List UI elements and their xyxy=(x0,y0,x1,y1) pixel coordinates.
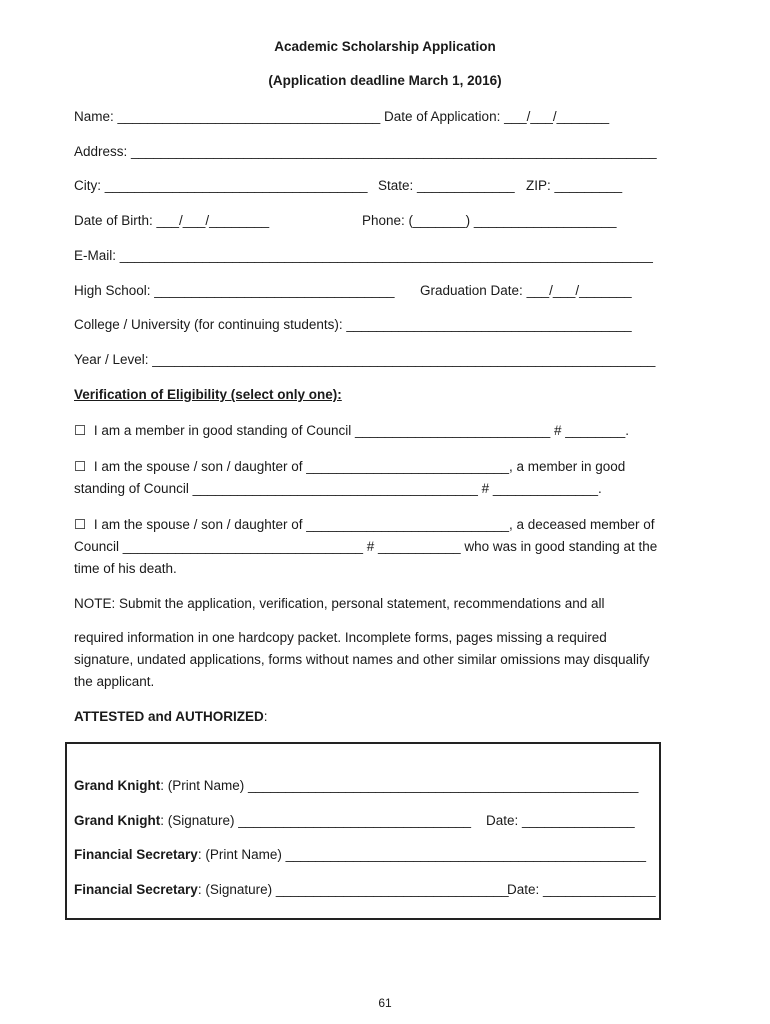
state-field[interactable]: State: _____________ xyxy=(378,178,515,193)
date-of-birth-field[interactable]: Date of Birth: ___/___/________ xyxy=(74,213,270,228)
option-relative-deceased-text-2: Council ________________________________ # ___________ who was in good standing at the xyxy=(74,539,658,554)
note-line-1: NOTE: Submit the application, verification, personal statement, recommendations and all xyxy=(74,596,605,611)
grand-knight-date-field[interactable]: Date: _______________ xyxy=(486,813,635,828)
deadline-subtitle: (Application deadline March 1, 2016) xyxy=(268,73,502,88)
checkbox-icon[interactable]: ☐ xyxy=(74,423,87,438)
note-line-4: the applicant. xyxy=(74,674,155,689)
grand-knight-label: Grand Knight xyxy=(74,813,161,828)
address-field[interactable]: Address: ______________________________________________________________________ xyxy=(74,144,657,159)
note-line-3: signature, undated applications, forms without names and other similar omissions may disqualify xyxy=(74,652,650,667)
option-member-text: I am a member in good standing of Council __________________________ # ________. xyxy=(93,423,630,438)
zip-field[interactable]: ZIP: _________ xyxy=(526,178,623,193)
eligibility-option-relative-member xyxy=(74,458,625,476)
option-relative-member-text: I am the spouse / son / daughter of ___________________________, a member in good xyxy=(93,459,626,474)
college-field[interactable]: College / University (for continuing students): ______________________________________ xyxy=(74,317,632,332)
phone-field[interactable]: Phone: (_______) ___________________ xyxy=(362,213,617,228)
financial-secretary-date-field[interactable]: Date: _______________ xyxy=(507,882,656,897)
grand-knight-signature-field[interactable] xyxy=(74,812,471,830)
grand-knight-signature-text: : (Signature) _______________________________ xyxy=(160,813,472,828)
grand-knight-label: Grand Knight xyxy=(74,778,161,793)
option-relative-member-text-2: standing of Council ______________________________________ # ______________. xyxy=(74,481,602,496)
name-field[interactable]: Name: ___________________________________ xyxy=(74,109,381,124)
eligibility-option-member xyxy=(74,422,629,440)
checkbox-icon[interactable]: ☐ xyxy=(74,517,87,532)
eligibility-option-relative-deceased xyxy=(74,516,655,534)
attested-colon: : xyxy=(263,709,268,724)
checkbox-icon[interactable]: ☐ xyxy=(74,459,87,474)
city-field[interactable]: City: ___________________________________ xyxy=(74,178,368,193)
attested-heading-text: ATTESTED and AUTHORIZED xyxy=(74,709,264,724)
financial-secretary-signature-text: : (Signature) _______________________________ xyxy=(197,882,509,897)
financial-secretary-print-name-text: : (Print Name) ________________________________________________ xyxy=(197,847,646,862)
option-relative-deceased-text: I am the spouse / son / daughter of ___________________________, a deceased member of xyxy=(93,517,655,532)
year-level-field[interactable]: Year / Level: ___________________________________________________________________ xyxy=(74,352,656,367)
attested-heading xyxy=(74,708,268,726)
option-relative-deceased-text-3: time of his death. xyxy=(74,561,177,576)
financial-secretary-signature-field[interactable] xyxy=(74,881,509,899)
high-school-field[interactable]: High School: ________________________________ xyxy=(74,283,395,298)
financial-secretary-print-name-field[interactable] xyxy=(74,846,646,864)
grand-knight-print-name-text: : (Print Name) ____________________________________________________ xyxy=(160,778,639,793)
financial-secretary-label: Financial Secretary xyxy=(74,847,198,862)
eligibility-heading: Verification of Eligibility (select only one): xyxy=(74,387,342,402)
page-number: 61 xyxy=(378,996,392,1010)
financial-secretary-label: Financial Secretary xyxy=(74,882,198,897)
graduation-date-field[interactable]: Graduation Date: ___/___/_______ xyxy=(420,283,632,298)
email-field[interactable]: E-Mail: _______________________________________________________________________ xyxy=(74,248,653,263)
date-of-application-field[interactable]: Date of Application: ___/___/_______ xyxy=(384,109,610,124)
grand-knight-print-name-field[interactable] xyxy=(74,777,638,795)
note-line-2: required information in one hardcopy packet. Incomplete forms, pages missing a required xyxy=(74,630,607,645)
form-title: Academic Scholarship Application xyxy=(274,39,496,54)
attestation-box xyxy=(65,742,661,920)
